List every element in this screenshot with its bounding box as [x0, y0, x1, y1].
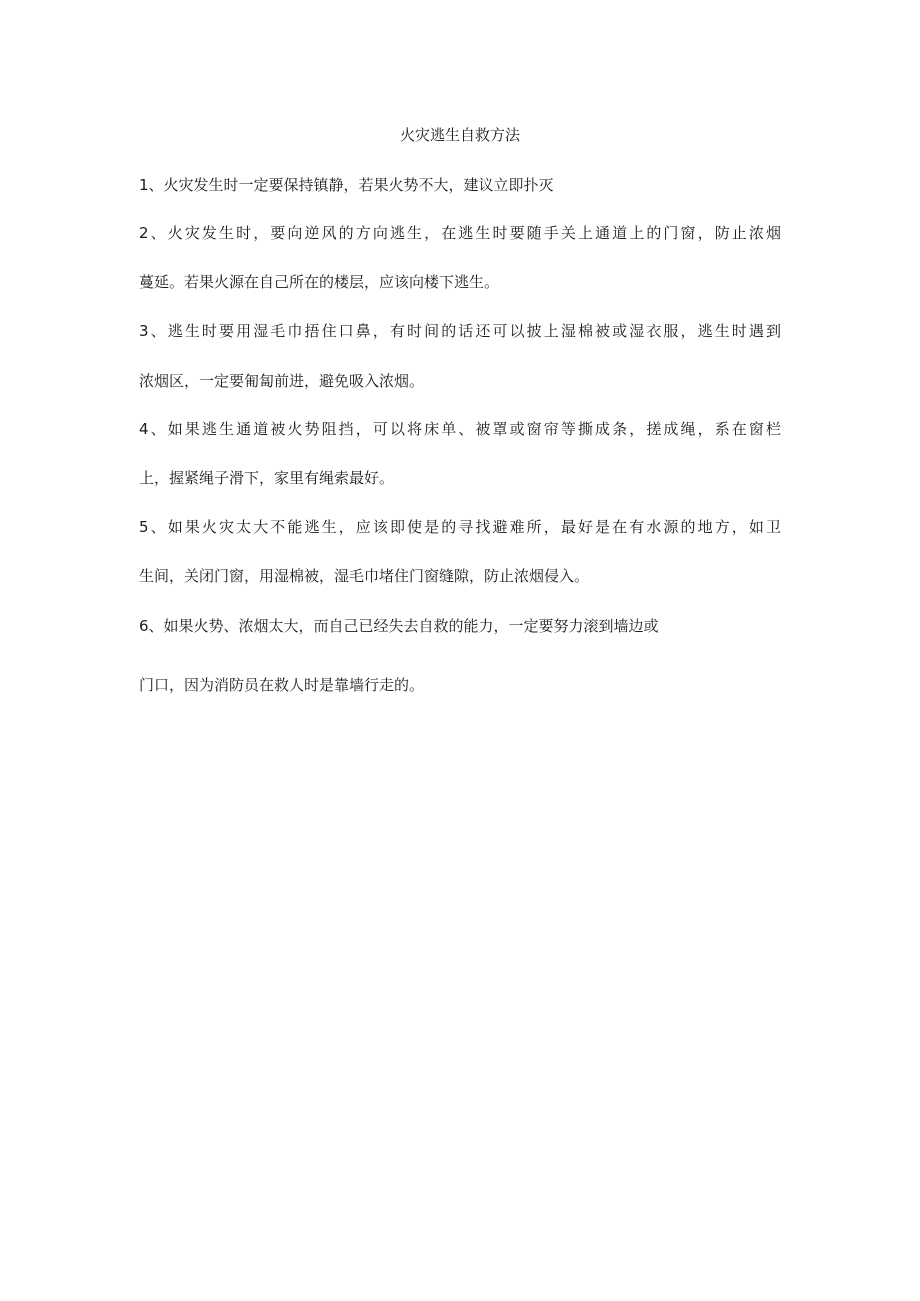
paragraph-5-line-1: 5、如果火灾太大不能逃生，应该即使是的寻找避难所，最好是在有水源的地方，如卫: [139, 518, 781, 536]
document-title: 火灾逃生自救方法: [399, 126, 520, 144]
paragraph-3-line-1: 3、逃生时要用湿毛巾捂住口鼻，有时间的话还可以披上湿棉被或湿衣服，逃生时遇到: [139, 322, 781, 340]
paragraph-6-line-1: 6、如果火势、浓烟太大，而自己已经失去自救的能力，一定要努力滚到墙边或: [139, 617, 659, 635]
paragraph-4-line-2: 上，握紧绳子滑下，家里有绳索最好。: [139, 469, 395, 487]
paragraph-1-line-1: 1、火灾发生时一定要保持镇静，若果火势不大，建议立即扑灭: [139, 176, 554, 194]
paragraph-2-line-2: 蔓延。若果火源在自己所在的楼层，应该向楼下逃生。: [139, 273, 500, 291]
paragraph-5-line-2: 生间，关闭门窗，用湿棉被，湿毛巾堵住门窗缝隙，防止浓烟侵入。: [139, 567, 590, 585]
paragraph-4-line-1: 4、如果逃生通道被火势阻挡，可以将床单、被罩或窗帘等撕成条，搓成绳，系在窗栏: [139, 420, 781, 438]
paragraph-3-line-2: 浓烟区，一定要匍匐前进，避免吸入浓烟。: [139, 372, 425, 390]
paragraph-6-line-2: 门口，因为消防员在救人时是靠墙行走的。: [139, 676, 425, 694]
paragraph-2-line-1: 2、火灾发生时，要向逆风的方向逃生，在逃生时要随手关上通道上的门窗，防止浓烟: [139, 224, 781, 242]
